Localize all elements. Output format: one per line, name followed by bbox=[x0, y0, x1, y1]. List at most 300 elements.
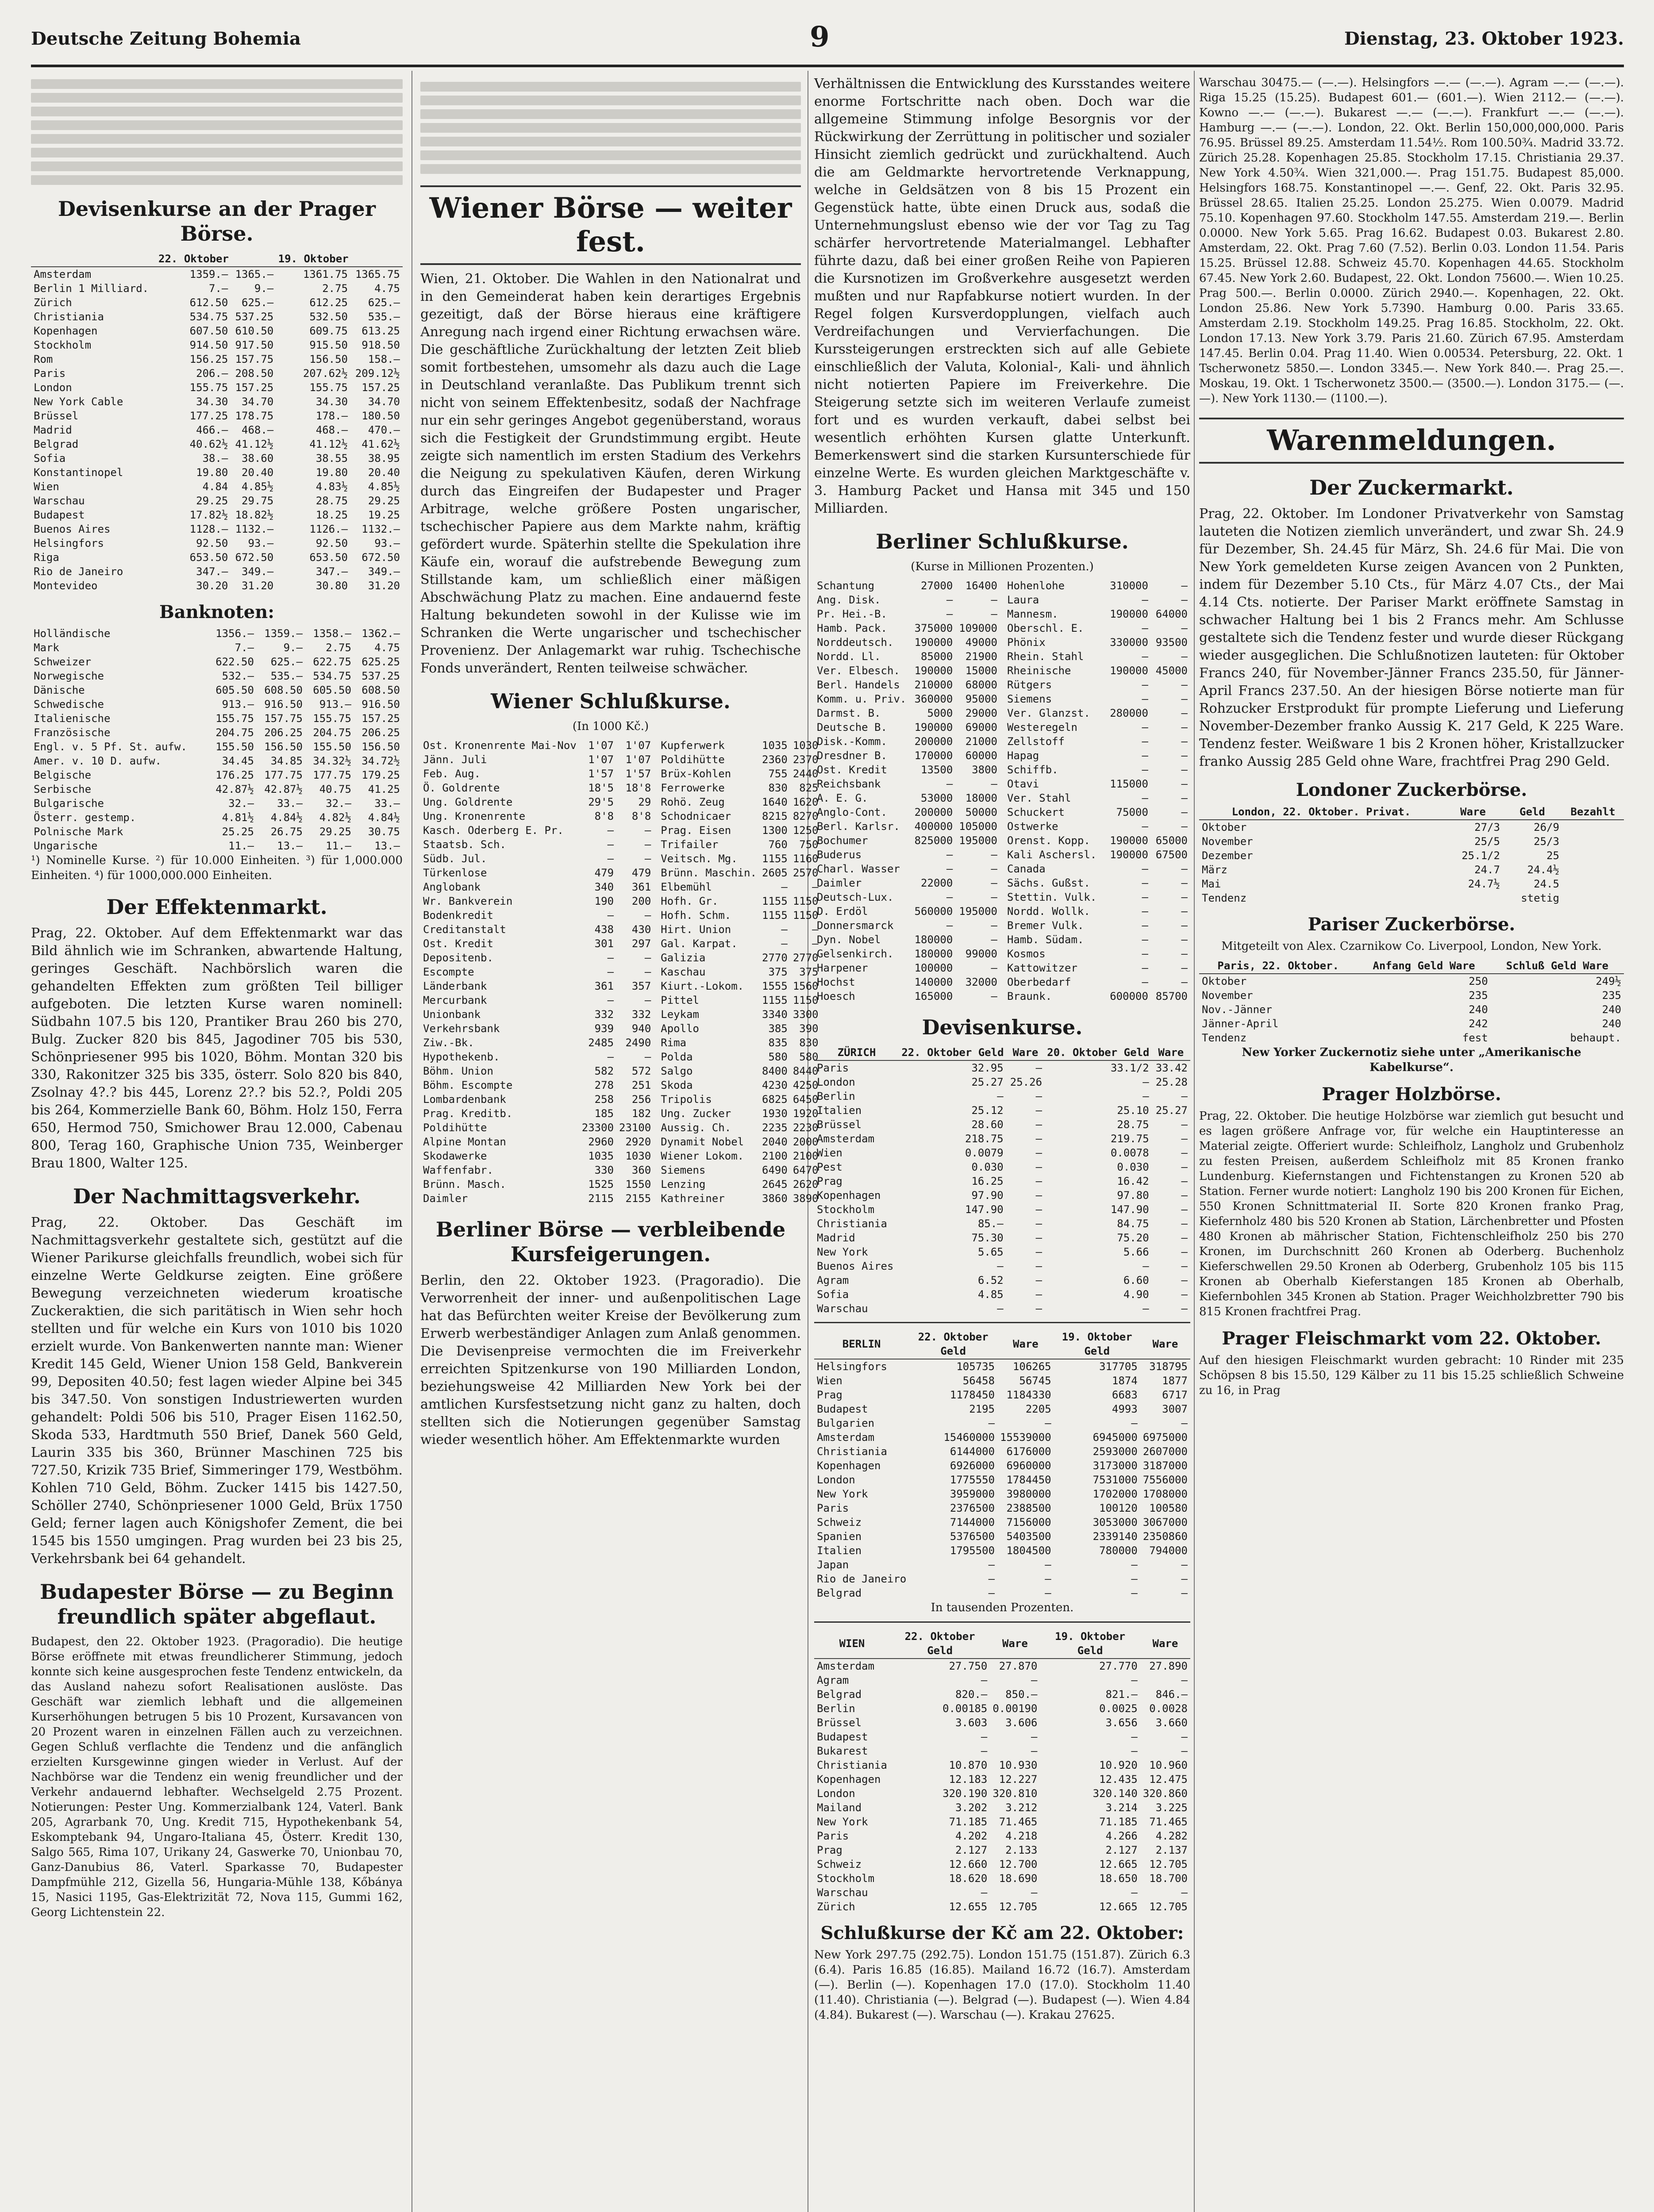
cell-value: 190 bbox=[594, 895, 614, 907]
cell-value: 5000 bbox=[927, 707, 953, 719]
table-row bbox=[814, 607, 1000, 621]
cell-value: — bbox=[991, 891, 997, 903]
cell-value: — bbox=[1035, 1189, 1042, 1202]
column-header: 19. Oktober Geld bbox=[1040, 1629, 1140, 1659]
table-row bbox=[420, 1149, 654, 1163]
table-row bbox=[420, 823, 654, 837]
cell-value bbox=[1562, 849, 1624, 863]
cell-value: 1775550 bbox=[950, 1474, 995, 1486]
table-row bbox=[1199, 849, 1624, 863]
cell-value: 2235 bbox=[762, 1121, 788, 1134]
cell-value: — bbox=[812, 937, 819, 950]
row-label: Berlin bbox=[817, 1090, 855, 1102]
cell-value: 2350860 bbox=[1142, 1530, 1188, 1543]
cell-value: — bbox=[1142, 976, 1148, 988]
cell-value: 625.— bbox=[242, 296, 274, 309]
cell-value: 330000 bbox=[1110, 636, 1148, 649]
table-row bbox=[420, 1092, 654, 1106]
cell-value: — bbox=[1181, 707, 1188, 719]
cell-value: 18.700 bbox=[1149, 1872, 1188, 1885]
cell-value: — bbox=[1045, 1587, 1051, 1599]
cell-value: 320.860 bbox=[1142, 1787, 1188, 1800]
cell-value: 537.25 bbox=[362, 670, 400, 682]
cell-value: 825000 bbox=[914, 834, 953, 847]
cell-value: — bbox=[946, 849, 953, 861]
cell-value: 1250 bbox=[792, 824, 819, 837]
cell-value: 1035 bbox=[588, 1150, 614, 1162]
cell-value: — bbox=[1035, 1147, 1042, 1159]
cell-value: 3300 bbox=[792, 1008, 819, 1021]
cell-value: 5.65 bbox=[977, 1246, 1004, 1258]
cell-value: 240 bbox=[1602, 1018, 1621, 1030]
table-row bbox=[658, 1121, 821, 1135]
wien-boerse-title: Wiener Börse — weiter fest. bbox=[420, 185, 801, 265]
row-label: Daimler bbox=[817, 877, 862, 889]
cell-value: 2100 bbox=[792, 1150, 819, 1162]
cell-value: — bbox=[1035, 1203, 1042, 1216]
cell-value: 21900 bbox=[965, 650, 997, 663]
cell-value: — bbox=[1142, 693, 1148, 705]
cell-value: 1184330 bbox=[1006, 1389, 1051, 1401]
faint-line bbox=[420, 82, 801, 92]
row-label: Harpener bbox=[817, 962, 868, 974]
column-4 bbox=[1199, 75, 1624, 2212]
berlin-schluss-sub: (Kurse in Millionen Prozenten.) bbox=[911, 560, 1094, 573]
cell-value: — bbox=[1181, 948, 1188, 960]
cell-value: 155.50 bbox=[215, 741, 254, 753]
cell-value: 29.25 bbox=[196, 495, 228, 507]
cell-value: 582 bbox=[594, 1065, 614, 1077]
table-row bbox=[814, 1231, 1190, 1245]
row-label: Hoesch bbox=[817, 990, 855, 1002]
cell-value: 4.218 bbox=[1005, 1830, 1038, 1842]
row-label: Bodenkredit bbox=[423, 909, 493, 922]
cell-value: — bbox=[1142, 764, 1148, 776]
cell-value: 479 bbox=[631, 867, 651, 879]
row-label: Agram bbox=[817, 1674, 849, 1686]
cell-value: 600000 bbox=[1110, 990, 1148, 1002]
berlin-continued-text: Verhältnissen die Entwicklung des Kursstandes weitere enorme Fortschritte nach oben. Doch war die allgemeine Stimmung infolge Besorgnis vor der Rückwirkung der Zerrüttung in politischer und sozialer Hinsicht ziemlich gedrückt und zurückhaltend. Auch die am Geldmarkte hervortretende Verknappung, welche in Geldsätzen von 8 bis 15 Prozent ein Gegenstück hatte, übte einen Druck aus, sodaß die Unternehmungslust ebenso wie der vor Tag zu Tag schärfer hervortretende Materialmangel. Lebhafter führte dazu, daß bei einer großen Reihe von Papieren die Kursnotizen im Großverkehre ausgesetzt werden mußten und nur Rapfabkurse notiert wurden. In der Regel folgen Kursverdopplungen, vielfach auch Verdreifachungen und Vervierfachungen. Die Kurssteigerungen erstreckten sich auf alle Gebiete einschließlich der Valuta, Kolonial-, Kali- und ähnlich nicht notierten Papiere im Freiverkehre. Die Steigerung setzte sich im weiteren Verlaufe zumeist fort und es wurden verkauft, dabei selbst bei wesentlich erhöhten Kursen glatte Unterkunft. Bemerkenswert sind die starken Kursunterschiede für einzelne Werte. Es wurden gleichen Marktgeschäfte v. 3. Hamburg Packet und Hansa mit 345 und 150 Milliarden. bbox=[814, 76, 1190, 516]
table-row bbox=[814, 1416, 1190, 1430]
row-label: Wien bbox=[817, 1375, 842, 1387]
row-label: Pr. Hei.-B. bbox=[817, 608, 887, 620]
table-row bbox=[814, 1473, 1190, 1487]
row-label: Engl. v. 5 Pf. St. aufw. bbox=[34, 741, 187, 753]
row-label: Brünn. Maschin. bbox=[661, 867, 757, 879]
row-label: Ang. Disk. bbox=[817, 594, 881, 606]
ny-zucker-note: New Yorker Zuckernotiz siehe unter „Amerikanische Kabelkurse“. bbox=[1242, 1046, 1581, 1074]
table-row bbox=[658, 823, 821, 837]
cell-value: behaupt. bbox=[1570, 1032, 1621, 1044]
cell-value: 0.0078 bbox=[1110, 1147, 1149, 1159]
table-row bbox=[658, 1064, 821, 1078]
cell-value: 13500 bbox=[921, 764, 953, 776]
cell-value: — bbox=[1181, 1288, 1188, 1301]
cell-value: — bbox=[607, 994, 614, 1006]
cell-value: 15000 bbox=[965, 664, 997, 677]
cell-value: 182 bbox=[631, 1107, 651, 1120]
table-row bbox=[814, 1871, 1190, 1886]
cell-value: 26.75 bbox=[270, 826, 303, 838]
cell-value: 4.266 bbox=[1105, 1830, 1138, 1842]
row-label: New York Cable bbox=[34, 396, 123, 408]
cell-value: 25.26 bbox=[1010, 1076, 1042, 1088]
column-2 bbox=[420, 75, 819, 2212]
table-row bbox=[1199, 820, 1624, 834]
cell-value: 7156000 bbox=[1006, 1516, 1051, 1528]
table-row bbox=[814, 1160, 1190, 1174]
cell-value: 19.80 bbox=[315, 466, 348, 479]
cell-value: 360000 bbox=[914, 693, 953, 705]
london-zucker-title: Londoner Zuckerbörse. bbox=[1296, 780, 1527, 800]
table-row bbox=[1004, 848, 1190, 862]
cell-value: 25.27 bbox=[971, 1076, 1004, 1088]
cell-value: 28.75 bbox=[315, 495, 348, 507]
cell-value: 23300 bbox=[581, 1121, 614, 1134]
column-3 bbox=[814, 75, 1190, 2212]
cell-value: 41.12½ bbox=[309, 438, 348, 450]
cell-value: 4.75 bbox=[374, 282, 400, 295]
cell-value: 30.80 bbox=[315, 580, 348, 592]
cell-value: 622.50 bbox=[215, 656, 254, 668]
cell-value: 318795 bbox=[1149, 1360, 1188, 1373]
column-header: BERLIN bbox=[814, 1329, 909, 1359]
cell-value: 357 bbox=[631, 980, 651, 992]
row-label: Wiener Lokom. bbox=[661, 1150, 744, 1162]
row-label: Galizia bbox=[661, 952, 706, 964]
cell-value: 297 bbox=[631, 937, 651, 950]
cell-value: 29 bbox=[638, 796, 651, 808]
cell-value: 4.84½ bbox=[368, 811, 400, 824]
row-label: Veitsch. Mg. bbox=[661, 853, 738, 865]
table-row bbox=[814, 1544, 1190, 1558]
cell-value: 1030 bbox=[792, 739, 819, 752]
cell-value: 180.50 bbox=[362, 410, 400, 422]
cell-value: 177.25 bbox=[189, 410, 228, 422]
cell-value: 32.— bbox=[326, 797, 351, 810]
row-label: Oktober bbox=[1202, 975, 1247, 987]
table-row bbox=[420, 809, 654, 823]
cell-value: 468.— bbox=[242, 424, 274, 436]
table-row bbox=[814, 1558, 1190, 1572]
table-row bbox=[814, 1515, 1190, 1529]
table-row bbox=[814, 1444, 1190, 1459]
table-row bbox=[1004, 933, 1190, 947]
cell-value: — bbox=[1181, 1731, 1188, 1743]
cell-value: 15539000 bbox=[1000, 1431, 1051, 1444]
table-row bbox=[814, 1146, 1190, 1160]
cell-value: 75.20 bbox=[1117, 1232, 1149, 1244]
cell-value: 850.— bbox=[1005, 1688, 1038, 1701]
cell-value: 347.— bbox=[315, 565, 348, 578]
cell-value: — bbox=[1035, 1062, 1042, 1074]
table-row bbox=[658, 1007, 821, 1022]
table-row bbox=[814, 734, 1000, 749]
table-row bbox=[420, 1135, 654, 1149]
table-row bbox=[814, 1174, 1190, 1188]
row-label: Brüssel bbox=[817, 1717, 862, 1729]
row-label: Hamb. Südam. bbox=[1007, 933, 1084, 946]
cell-value: 916.50 bbox=[362, 698, 400, 710]
cell-value: 2040 bbox=[762, 1136, 788, 1148]
page-header bbox=[31, 16, 1624, 67]
cell-value: 13.— bbox=[277, 840, 303, 852]
table-row bbox=[31, 754, 403, 768]
cell-value: — bbox=[1035, 1274, 1042, 1286]
table-row bbox=[420, 880, 654, 894]
cell-value: — bbox=[607, 838, 614, 851]
row-label: Amsterdam bbox=[34, 268, 92, 280]
cell-value: 41.25 bbox=[368, 783, 400, 795]
row-label: Rheinische bbox=[1007, 664, 1071, 677]
cell-value: — bbox=[1035, 1302, 1042, 1315]
cell-value: 466.— bbox=[196, 424, 228, 436]
column-header: Ware bbox=[1006, 1045, 1045, 1060]
row-label: Christiania bbox=[817, 1759, 887, 1771]
cell-value: — bbox=[1181, 1559, 1188, 1571]
table-row bbox=[31, 296, 403, 310]
cell-value: 430 bbox=[631, 923, 651, 936]
cell-value: 2.75 bbox=[322, 282, 348, 295]
cell-value: 178.75 bbox=[235, 410, 274, 422]
cell-value: 100120 bbox=[1099, 1502, 1138, 1514]
cell-value: 71.185 bbox=[1099, 1816, 1138, 1828]
column-header: 22. Oktober Geld bbox=[899, 1045, 1006, 1060]
cell-value: 1930 bbox=[762, 1107, 788, 1120]
table-row bbox=[814, 1673, 1190, 1687]
table-row bbox=[1004, 763, 1190, 777]
cell-value: — bbox=[1181, 1232, 1188, 1244]
table-row bbox=[658, 894, 821, 908]
cell-value: — bbox=[1181, 1161, 1188, 1173]
row-label: Staatsb. Sch. bbox=[423, 838, 506, 851]
cell-value: 12.435 bbox=[1099, 1773, 1138, 1786]
cell-value: — bbox=[644, 966, 651, 978]
row-label: Zürich bbox=[34, 296, 72, 309]
cell-value: 1365.— bbox=[235, 268, 274, 280]
row-label: New York bbox=[817, 1816, 868, 1828]
cell-value: 3.656 bbox=[1105, 1717, 1138, 1729]
cell-value: 18.25 bbox=[315, 509, 348, 521]
cell-value: 2100 bbox=[762, 1150, 788, 1162]
table-row bbox=[1004, 890, 1190, 904]
table-row bbox=[814, 1586, 1190, 1600]
row-label: Ver. Stahl bbox=[1007, 792, 1071, 804]
row-label: Christiania bbox=[817, 1217, 887, 1230]
cell-value: 9.— bbox=[254, 282, 274, 295]
budapest-title: Budapester Börse — zu Beginn freundlich später abgeflaut. bbox=[40, 1580, 394, 1628]
cell-value: — bbox=[644, 853, 651, 865]
cell-value: 6.60 bbox=[1123, 1274, 1149, 1286]
cell-value: 219.75 bbox=[1110, 1133, 1149, 1145]
cell-value: 0.00185 bbox=[942, 1702, 988, 1715]
table-row bbox=[1004, 989, 1190, 1003]
cell-value: 27.890 bbox=[1149, 1660, 1188, 1672]
cell-value: — bbox=[1142, 863, 1148, 875]
cell-value: 622.75 bbox=[313, 656, 351, 668]
cell-value: — bbox=[1181, 1886, 1188, 1899]
table-row bbox=[814, 1217, 1190, 1231]
table-row bbox=[31, 338, 403, 352]
table-row bbox=[1004, 791, 1190, 805]
cell-value: 17.82½ bbox=[189, 509, 228, 521]
cell-value: 750 bbox=[799, 838, 819, 851]
cell-value: 7.— bbox=[209, 282, 228, 295]
cell-value: 2440 bbox=[792, 768, 819, 780]
cell-value: 242 bbox=[1469, 1018, 1488, 1030]
cell-value: 846.— bbox=[1155, 1688, 1188, 1701]
cell-value: — bbox=[988, 1587, 995, 1599]
cell-value: 12.655 bbox=[949, 1901, 988, 1913]
row-label: Tendenz bbox=[1202, 1032, 1247, 1044]
cell-value: — bbox=[1131, 1886, 1138, 1899]
cell-value: 190000 bbox=[914, 636, 953, 649]
cell-value: 2605 bbox=[762, 867, 788, 879]
cell-value: 470.— bbox=[368, 424, 400, 436]
cell-value: — bbox=[946, 891, 953, 903]
berlin-schluss-right bbox=[1004, 579, 1190, 1003]
cell-value: 1525 bbox=[588, 1178, 614, 1190]
cell-value: 65000 bbox=[1155, 834, 1188, 847]
table-row bbox=[658, 1036, 821, 1050]
cell-value: 34.30 bbox=[196, 396, 228, 408]
row-label: Bulgarien bbox=[817, 1417, 875, 1429]
row-label: Rio de Janeiro bbox=[817, 1573, 907, 1585]
cell-value: — bbox=[1142, 1302, 1149, 1315]
cell-value: — bbox=[1181, 820, 1188, 833]
row-label: Brüssel bbox=[817, 1118, 862, 1131]
cell-value: — bbox=[1035, 1217, 1042, 1230]
cell-value: 115000 bbox=[1110, 778, 1148, 790]
cell-value: 653.50 bbox=[309, 551, 348, 564]
cell-value: — bbox=[1181, 580, 1188, 592]
cell-value: 67500 bbox=[1155, 849, 1188, 861]
cell-value: 200000 bbox=[914, 735, 953, 748]
cell-value: 625.— bbox=[270, 656, 303, 668]
cell-value: 2388500 bbox=[1006, 1502, 1051, 1514]
table-row bbox=[658, 837, 821, 852]
cell-value: — bbox=[1181, 1260, 1188, 1272]
row-label: Schodnicaer bbox=[661, 810, 731, 822]
cell-value: 33.1/2 bbox=[1110, 1062, 1149, 1074]
row-label: Belgische bbox=[34, 769, 92, 781]
cell-value: — bbox=[1045, 1559, 1051, 1571]
cell-value bbox=[1562, 820, 1624, 834]
cell-value: — bbox=[1142, 919, 1148, 932]
cell-value: — bbox=[1181, 721, 1188, 733]
cell-value: 29.75 bbox=[242, 495, 274, 507]
cell-value: 361 bbox=[594, 980, 614, 992]
table-row bbox=[1004, 777, 1190, 791]
row-label: Christiania bbox=[34, 311, 104, 323]
cell-value: — bbox=[607, 952, 614, 964]
cell-value: 4.85½ bbox=[242, 480, 274, 493]
cell-value: 915.50 bbox=[309, 339, 348, 351]
cell-value: 6717 bbox=[1162, 1389, 1188, 1401]
cell-value: — bbox=[1181, 622, 1188, 634]
cell-value: — bbox=[607, 1051, 614, 1063]
cell-value: 147.90 bbox=[965, 1203, 1004, 1216]
berlin-schluss-tables bbox=[814, 579, 1190, 1003]
table-row bbox=[814, 1245, 1190, 1259]
cell-value: 535.— bbox=[270, 670, 303, 682]
cell-value: — bbox=[1181, 749, 1188, 762]
row-label: Phönix bbox=[1007, 636, 1046, 649]
table-row bbox=[814, 918, 1000, 933]
cell-value: — bbox=[1031, 1674, 1038, 1686]
cell-value: 3187000 bbox=[1142, 1459, 1188, 1472]
table-row bbox=[420, 1191, 654, 1206]
faint-line bbox=[420, 150, 801, 160]
cell-value: 12.705 bbox=[999, 1901, 1038, 1913]
cell-value: 2490 bbox=[625, 1037, 651, 1049]
cell-value: 1708000 bbox=[1142, 1488, 1188, 1500]
row-label: Mannesm. bbox=[1007, 608, 1058, 620]
table-row bbox=[31, 324, 403, 338]
cell-value: 1132.— bbox=[235, 523, 274, 535]
cell-value: 29'5 bbox=[588, 796, 614, 808]
table-row bbox=[420, 1163, 654, 1177]
issue-date: Dienstag, 23. Oktober 1923. bbox=[1344, 28, 1624, 49]
cell-value: 830 bbox=[799, 1037, 819, 1049]
table-row bbox=[658, 795, 821, 809]
table-row bbox=[814, 890, 1000, 904]
row-label: Nordd. Ll. bbox=[817, 650, 881, 663]
row-label: Gelsenkirch. bbox=[817, 948, 894, 960]
row-label: Siemens bbox=[1007, 693, 1052, 705]
row-label: Bukarest bbox=[817, 1745, 868, 1757]
table-row bbox=[31, 380, 403, 395]
cell-value: — bbox=[991, 778, 997, 790]
effektenmarkt-title: Der Effektenmarkt. bbox=[106, 895, 327, 919]
row-label: Schweiz bbox=[817, 1516, 862, 1528]
table-row bbox=[814, 1359, 1190, 1374]
cell-value: 34.30 bbox=[315, 396, 348, 408]
cell-value: — bbox=[1181, 1147, 1188, 1159]
cell-value: 179.25 bbox=[362, 769, 400, 781]
cell-value: 821.— bbox=[1105, 1688, 1138, 1701]
cell-value: 605.50 bbox=[313, 684, 351, 696]
table-row bbox=[31, 536, 403, 550]
cell-value: 208.50 bbox=[235, 367, 274, 380]
row-label: Dezember bbox=[1202, 849, 1253, 862]
cell-value: 185 bbox=[594, 1107, 614, 1120]
cell-value: 38.60 bbox=[242, 452, 274, 465]
cell-value: — bbox=[812, 881, 819, 893]
table-row bbox=[420, 852, 654, 866]
cell-value: 18'8 bbox=[625, 782, 651, 794]
table-row bbox=[658, 753, 821, 767]
table-row bbox=[420, 979, 654, 993]
cell-value: 92.50 bbox=[315, 537, 348, 549]
cell-value: 479 bbox=[594, 867, 614, 879]
table-row bbox=[420, 795, 654, 809]
table-row bbox=[31, 395, 403, 409]
table-row bbox=[31, 366, 403, 380]
cell-value: — bbox=[1181, 693, 1188, 705]
cell-value: 9.— bbox=[283, 641, 303, 654]
cell-value: 32.95 bbox=[971, 1062, 1004, 1074]
berlin-boerse-title: Berliner Börse — verbleibende Kursfeigerungen. bbox=[435, 1217, 786, 1266]
cell-value: 158.— bbox=[368, 353, 400, 365]
row-label: Ver. Glanzst. bbox=[1007, 707, 1090, 719]
table-row bbox=[814, 1687, 1190, 1701]
cell-value: 4230 bbox=[762, 1079, 788, 1091]
cell-value: 56458 bbox=[962, 1375, 995, 1387]
cell-value: 4.282 bbox=[1155, 1830, 1188, 1842]
cell-value: 375000 bbox=[914, 622, 953, 634]
cell-value: 206.— bbox=[196, 367, 228, 380]
